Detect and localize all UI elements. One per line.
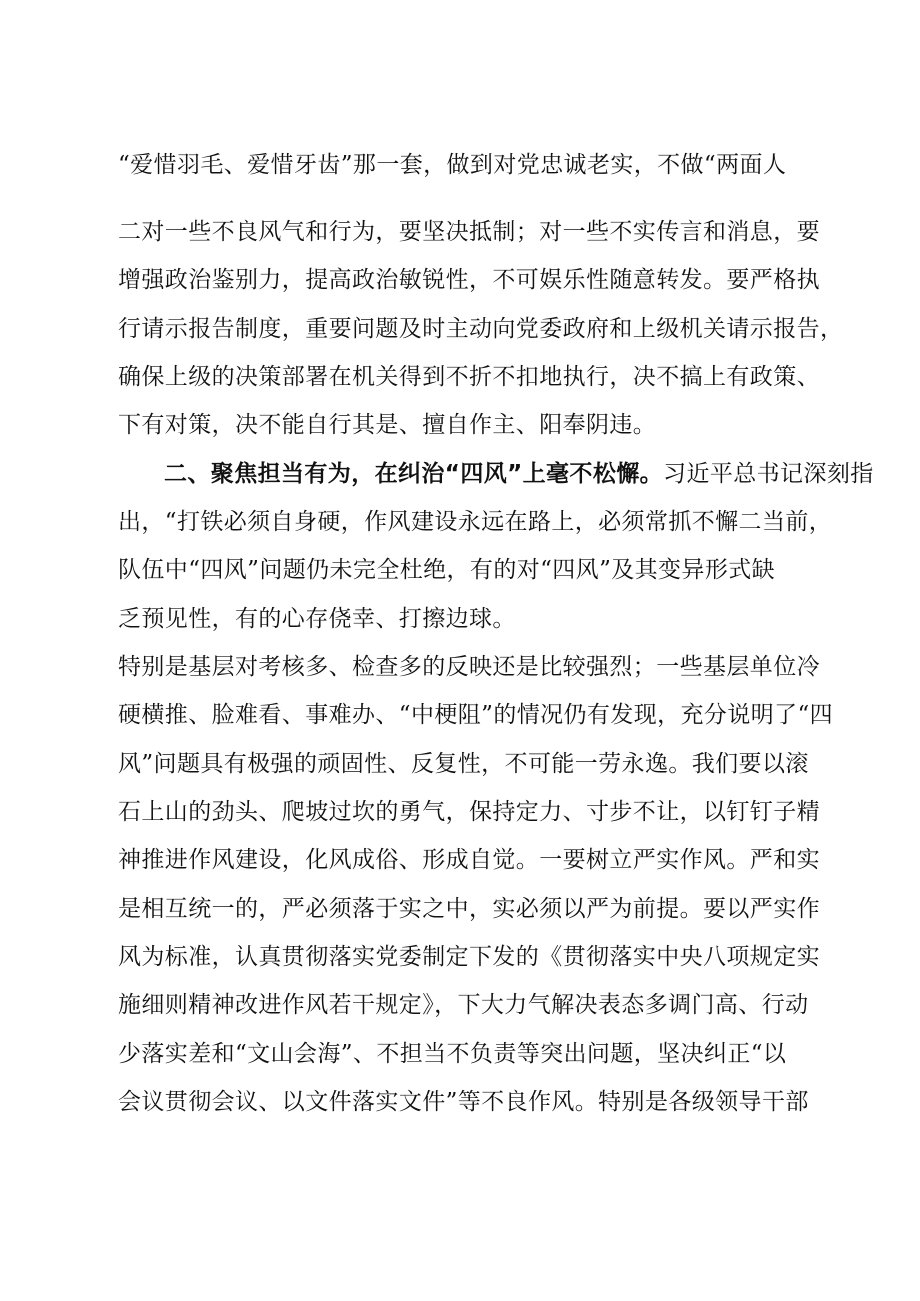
section-heading-continuation: 习近平总书记深刻指: [663, 461, 874, 487]
body-line: 特别是基层对考核多、检查多的反映还是比较强烈；一些基层单位冷: [118, 654, 820, 680]
body-line: 确保上级的决策部署在机关得到不折不扣地执行，决不搞上有政策、: [118, 364, 820, 390]
body-line: 下有对策，决不能自行其是、擅自作主、阳奉阴违。: [118, 412, 657, 438]
body-line: 石上山的劲头、爬坡过坎的勇气，保持定力、寸步不让，以钉钉子精: [118, 799, 820, 825]
body-line: 出，“打铁必须自身硬，作风建设永远在路上，必须常抓不懈二当前，: [118, 509, 833, 535]
body-line: 硬横推、脸难看、事难办、“中梗阻”的情况仍有发现，充分说明了“四: [118, 702, 834, 728]
body-line: 二对一些不良风气和行为，要坚决抵制；对一些不实传言和消息，要: [118, 219, 820, 245]
body-line: 会议贯彻会议、以文件落实文件”等不良作风。特别是各级领导干部: [118, 1089, 809, 1115]
body-line: 乏预见性，有的心存侥幸、打擦边球。: [118, 606, 516, 632]
body-line: “爱惜羽毛、爱惜牙齿”那一套，做到对党忠诚老实，不做“两面人: [118, 152, 787, 178]
body-line: 增强政治鉴别力，提高政治敏锐性，不可娱乐性随意转发。要严格执: [118, 267, 820, 293]
body-line: 施细则精神改进作风若干规定》，下大力气解决表态多调门高、行动: [118, 992, 809, 1018]
body-line: 少落实差和“文山会海”、不担当不负责等突出问题，坚决纠正“以: [118, 1041, 787, 1067]
body-line: 神推进作风建设，化风成俗、形成自觉。一要树立严实作风。严和实: [118, 847, 820, 873]
body-line: 风为标准，认真贯彻落实党委制定下发的《贯彻落实中央八项规定实: [118, 944, 820, 970]
body-line: 行请示报告制度，重要问题及时主动向党委政府和上级机关请示报告，: [118, 316, 844, 342]
section-heading-line: [164, 454, 874, 494]
body-line: 队伍中“四风”问题仍未完全杜绝，有的对“四风”及其变异形式缺: [118, 557, 776, 583]
body-line: 风”问题具有极强的顽固性、反复性，不可能一劳永逸。我们要以滚: [118, 751, 809, 777]
body-line: 是相互统一的，严必须落于实之中，实必须以严为前提。要以严实作: [118, 896, 820, 922]
section-heading: 二、聚焦担当有为，在纠治“四风”上毫不松懈。: [164, 461, 664, 487]
